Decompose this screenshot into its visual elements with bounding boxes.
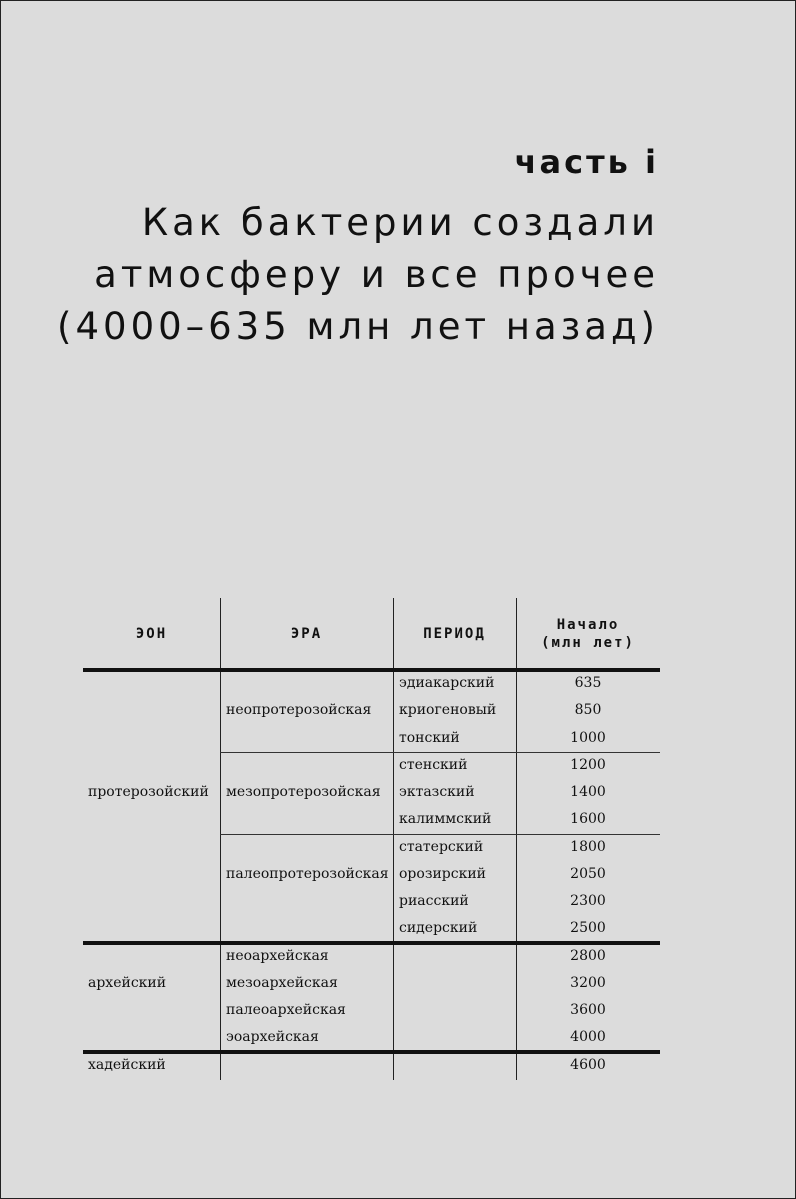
geologic-time-table [83, 598, 660, 1080]
eon-divider [83, 1050, 660, 1054]
start-cell: 850 [574, 702, 602, 718]
era-eoarchean: эоархейская [226, 1029, 319, 1045]
eon-proterozoic: протерозойский [88, 784, 209, 800]
era-paleoproterozoic: палеопротерозойская [226, 866, 389, 882]
era-neoarchean: неоархейская [226, 948, 329, 964]
period-cell: сидерский [399, 920, 478, 936]
header-rule [83, 668, 660, 672]
start-cell: 2300 [570, 893, 606, 909]
era-paleoarchean: палеоархейская [226, 1002, 346, 1018]
part-title [39, 197, 659, 353]
part-title-line: Как бактерии создали [141, 201, 659, 244]
era-divider [220, 834, 660, 835]
start-cell: 2500 [570, 920, 606, 936]
eon-archean: архейский [88, 975, 167, 991]
start-cell: 635 [574, 675, 602, 691]
period-cell: орозирский [399, 866, 487, 882]
period-cell: тонский [399, 730, 460, 746]
part-title-line: атмосферу и все прочее [94, 253, 659, 296]
start-cell: 1200 [570, 757, 606, 773]
start-cell: 1600 [570, 811, 606, 827]
header-start-line: Начало [556, 617, 620, 633]
period-cell: калиммский [399, 811, 492, 827]
header-start-line: (млн лет) [541, 635, 635, 651]
start-cell: 4000 [570, 1029, 606, 1045]
start-cell: 3600 [570, 1002, 606, 1018]
eon-divider [83, 941, 660, 945]
start-cell: 2800 [570, 948, 606, 964]
part-title-line: (4000–635 млн лет назад) [57, 305, 659, 348]
period-cell: статерский [399, 839, 484, 855]
start-cell: 1800 [570, 839, 606, 855]
header-start [516, 598, 660, 670]
header-era: ЭРА [290, 626, 323, 642]
period-cell: стенский [399, 757, 468, 773]
era-divider [220, 752, 660, 753]
period-cell: эктазский [399, 784, 475, 800]
part-label: часть i [514, 143, 659, 181]
era-neoproterozoic: неопротерозойская [226, 702, 372, 718]
header-eon: ЭОН [135, 626, 168, 642]
period-cell: эдиакарский [399, 675, 495, 691]
start-cell: 1000 [570, 730, 606, 746]
start-cell: 3200 [570, 975, 606, 991]
start-cell: 1400 [570, 784, 606, 800]
period-cell: риасский [399, 893, 469, 909]
header-period: ПЕРИОД [423, 626, 486, 642]
start-cell: 2050 [570, 866, 606, 882]
period-cell: криогеновый [399, 702, 497, 718]
eon-hadean: хадейский [88, 1057, 166, 1073]
start-cell: 4600 [570, 1057, 606, 1073]
era-mesoarchean: мезоархейская [226, 975, 338, 991]
era-mesoproterozoic: мезопротерозойская [226, 784, 381, 800]
